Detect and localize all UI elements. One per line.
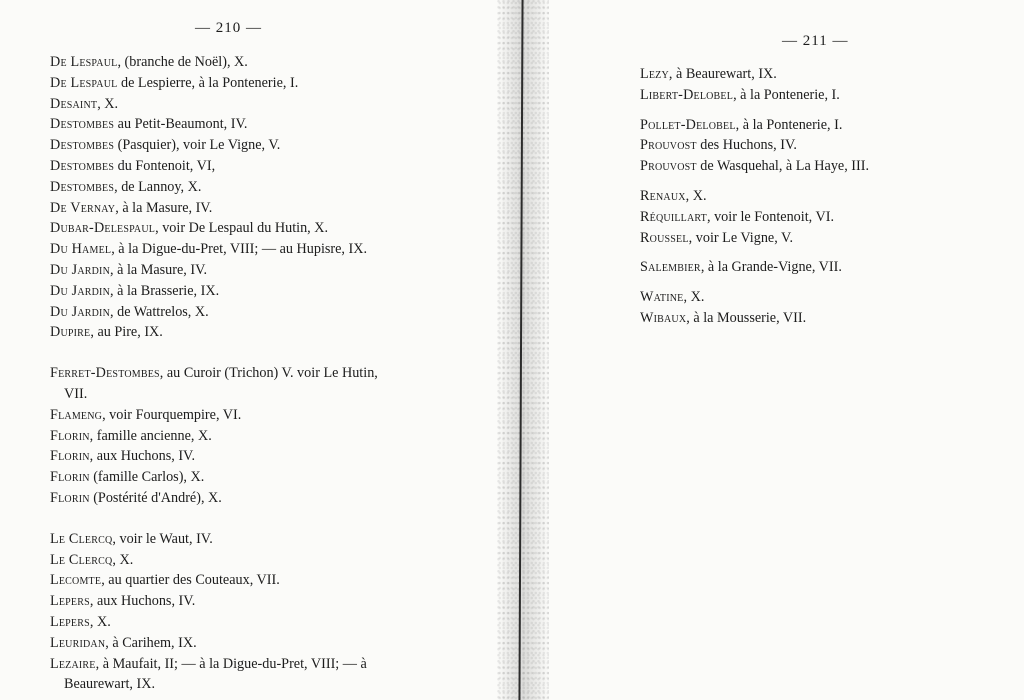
entry-name: Dubar-Delespaul <box>50 220 156 237</box>
index-entry <box>640 85 940 106</box>
entry-details: , voir Fourquempire, VI. <box>102 406 242 423</box>
page-number: — 211 — <box>782 33 849 49</box>
entry-details: , au Curoir (Trichon) V. voir Le Hutin, <box>159 365 378 382</box>
entry-details: , à Beaurewart, IX. <box>668 66 777 82</box>
entry-name: Lezy <box>640 66 669 82</box>
entry-details: des Huchons, IV. <box>696 137 797 154</box>
entry-details: , (branche de Noël), X. <box>117 54 248 70</box>
entry-name: Destombes <box>50 116 115 133</box>
index-entry <box>50 570 410 591</box>
index-entry <box>50 135 410 156</box>
page-number: — 210 — <box>195 20 262 36</box>
index-entry <box>50 73 410 94</box>
index-entry <box>50 363 410 405</box>
entry-name: Du Jardin <box>50 303 111 320</box>
index-entry-list <box>640 64 940 329</box>
entry-name: Florin <box>50 489 90 506</box>
entry-details: (Postérité d'André), X. <box>89 489 222 506</box>
index-entry <box>50 426 410 447</box>
entry-name: Lepers <box>50 593 90 610</box>
index-entry <box>50 198 410 219</box>
entry-name: Réquillart <box>640 208 707 225</box>
entry-name: Leuridan <box>50 634 106 651</box>
entry-name: Desaint <box>50 95 98 112</box>
section-gap <box>50 343 410 363</box>
section-gap <box>640 278 940 287</box>
index-entry <box>50 260 410 281</box>
index-entry <box>640 228 940 249</box>
index-entry <box>640 257 940 278</box>
entry-name: Florin <box>50 448 90 465</box>
index-entry <box>50 488 410 509</box>
entry-continuation: Beaurewart, IX. <box>64 676 155 693</box>
index-entry <box>50 550 410 571</box>
entry-name: De Lespaul <box>50 54 118 70</box>
entry-name: Le Clercq <box>50 530 113 547</box>
entry-details: , à la Brasserie, IX. <box>110 282 220 299</box>
entry-details: , à la Pontenerie, I. <box>735 116 843 133</box>
entry-details: , X. <box>89 613 111 630</box>
entry-name: Du Hamel <box>50 241 112 258</box>
index-entry <box>640 186 940 207</box>
entry-name: Dupire <box>50 324 91 341</box>
index-entry <box>50 633 410 654</box>
entry-name: De Lespaul <box>50 74 118 91</box>
entry-details: , de Lannoy, X. <box>114 178 202 195</box>
entry-details: , à la Mousserie, VII. <box>686 309 807 326</box>
entry-details: , à la Masure, IV. <box>110 261 208 278</box>
index-entry <box>640 287 940 308</box>
index-entry <box>50 156 410 177</box>
entry-name: Florin <box>50 427 90 444</box>
index-entry <box>50 177 410 198</box>
entry-details: , à la Grande-Vigne, VII. <box>700 259 842 276</box>
entry-details: , de Wattrelos, X. <box>110 303 209 320</box>
index-entry <box>50 446 410 467</box>
index-entry <box>640 135 940 156</box>
entry-name: Renaux <box>640 187 686 204</box>
entry-details: (Pasquier), voir Le Vigne, V. <box>114 137 281 154</box>
entry-name: Flameng <box>50 406 103 423</box>
entry-details: , au quartier des Couteaux, VII. <box>101 572 280 589</box>
entry-details: , à la Digue-du-Pret, VIII; — au Hupisre, IX. <box>111 241 368 258</box>
entry-name: Lecomte <box>50 572 102 589</box>
section-gap <box>640 248 940 257</box>
index-entry <box>640 207 940 228</box>
right-page <box>530 0 1024 700</box>
index-entry <box>50 591 410 612</box>
entry-name: Destombes <box>50 178 115 195</box>
entry-details: , X. <box>685 187 707 204</box>
entry-details: , à Carihem, IX. <box>105 634 197 651</box>
section-gap <box>50 509 410 529</box>
index-entry <box>50 218 410 239</box>
entry-name: Wibaux <box>640 309 687 326</box>
index-entry <box>50 114 410 135</box>
index-entry <box>640 156 940 177</box>
entry-name: Du Jardin <box>50 282 111 299</box>
entry-details: , à la Masure, IV. <box>115 199 213 216</box>
index-entry <box>640 115 940 136</box>
entry-name: Le Clercq <box>50 551 113 568</box>
index-entry <box>50 322 410 343</box>
entry-name: Salembier <box>640 259 701 276</box>
entry-details: , X. <box>683 289 705 306</box>
entry-name: Watine <box>640 289 684 306</box>
entry-details: de Wasquehal, à La Haye, III. <box>696 158 870 175</box>
entry-details: , voir le Waut, IV. <box>112 530 213 547</box>
index-entry <box>50 612 410 633</box>
index-entry <box>50 52 410 73</box>
index-entry <box>50 654 410 696</box>
index-entry-list <box>50 52 410 695</box>
index-entry <box>50 467 410 488</box>
entry-details: , voir De Lespaul du Hutin, X. <box>155 220 329 237</box>
entry-details: , au Pire, IX. <box>90 324 163 341</box>
entry-name: Ferret-Destombes <box>50 365 160 382</box>
entry-name: Destombes <box>50 137 115 154</box>
entry-name: De Vernay <box>50 199 116 216</box>
entry-name: Lezaire <box>50 655 96 672</box>
entry-name: Lepers <box>50 613 90 630</box>
entry-details: , X. <box>97 95 119 112</box>
entry-name: Du Jardin <box>50 261 111 278</box>
entry-name: Libert-Delobel <box>640 86 734 103</box>
entry-name: Prouvost <box>640 158 697 175</box>
entry-name: Destombes <box>50 157 115 174</box>
entry-name: Prouvost <box>640 137 697 154</box>
entry-details: , voir Le Vigne, V. <box>688 229 794 246</box>
entry-continuation: VII. <box>64 385 88 402</box>
index-entry <box>50 529 410 550</box>
index-entry <box>50 302 410 323</box>
entry-details: , à Maufait, II; — à la Digue-du-Pret, VIII; — à <box>95 655 367 672</box>
index-entry <box>50 239 410 260</box>
entry-details: , à la Pontenerie, I. <box>733 86 840 103</box>
index-entry <box>50 405 410 426</box>
entry-details: , aux Huchons, IV. <box>89 448 196 465</box>
index-entry <box>640 308 940 329</box>
entry-name: Florin <box>50 469 90 486</box>
index-entry <box>50 281 410 302</box>
left-page <box>0 0 500 700</box>
index-entry <box>50 94 410 115</box>
entry-name: Pollet-Delobel <box>640 116 736 133</box>
entry-details: (famille Carlos), X. <box>89 469 205 486</box>
entry-details: , famille ancienne, X. <box>89 427 212 444</box>
entry-details: de Lespierre, à la Pontenerie, I. <box>117 74 299 91</box>
section-gap <box>640 106 940 115</box>
entry-details: , voir le Fontenoit, VI. <box>706 208 834 225</box>
entry-details: , aux Huchons, IV. <box>89 593 196 610</box>
section-gap <box>640 177 940 186</box>
entry-name: Roussel <box>640 229 689 246</box>
entry-details: au Petit-Beaumont, IV. <box>114 116 248 133</box>
index-entry <box>640 64 940 85</box>
entry-details: du Fontenoit, VI, <box>114 157 216 174</box>
entry-details: , X. <box>112 551 134 568</box>
